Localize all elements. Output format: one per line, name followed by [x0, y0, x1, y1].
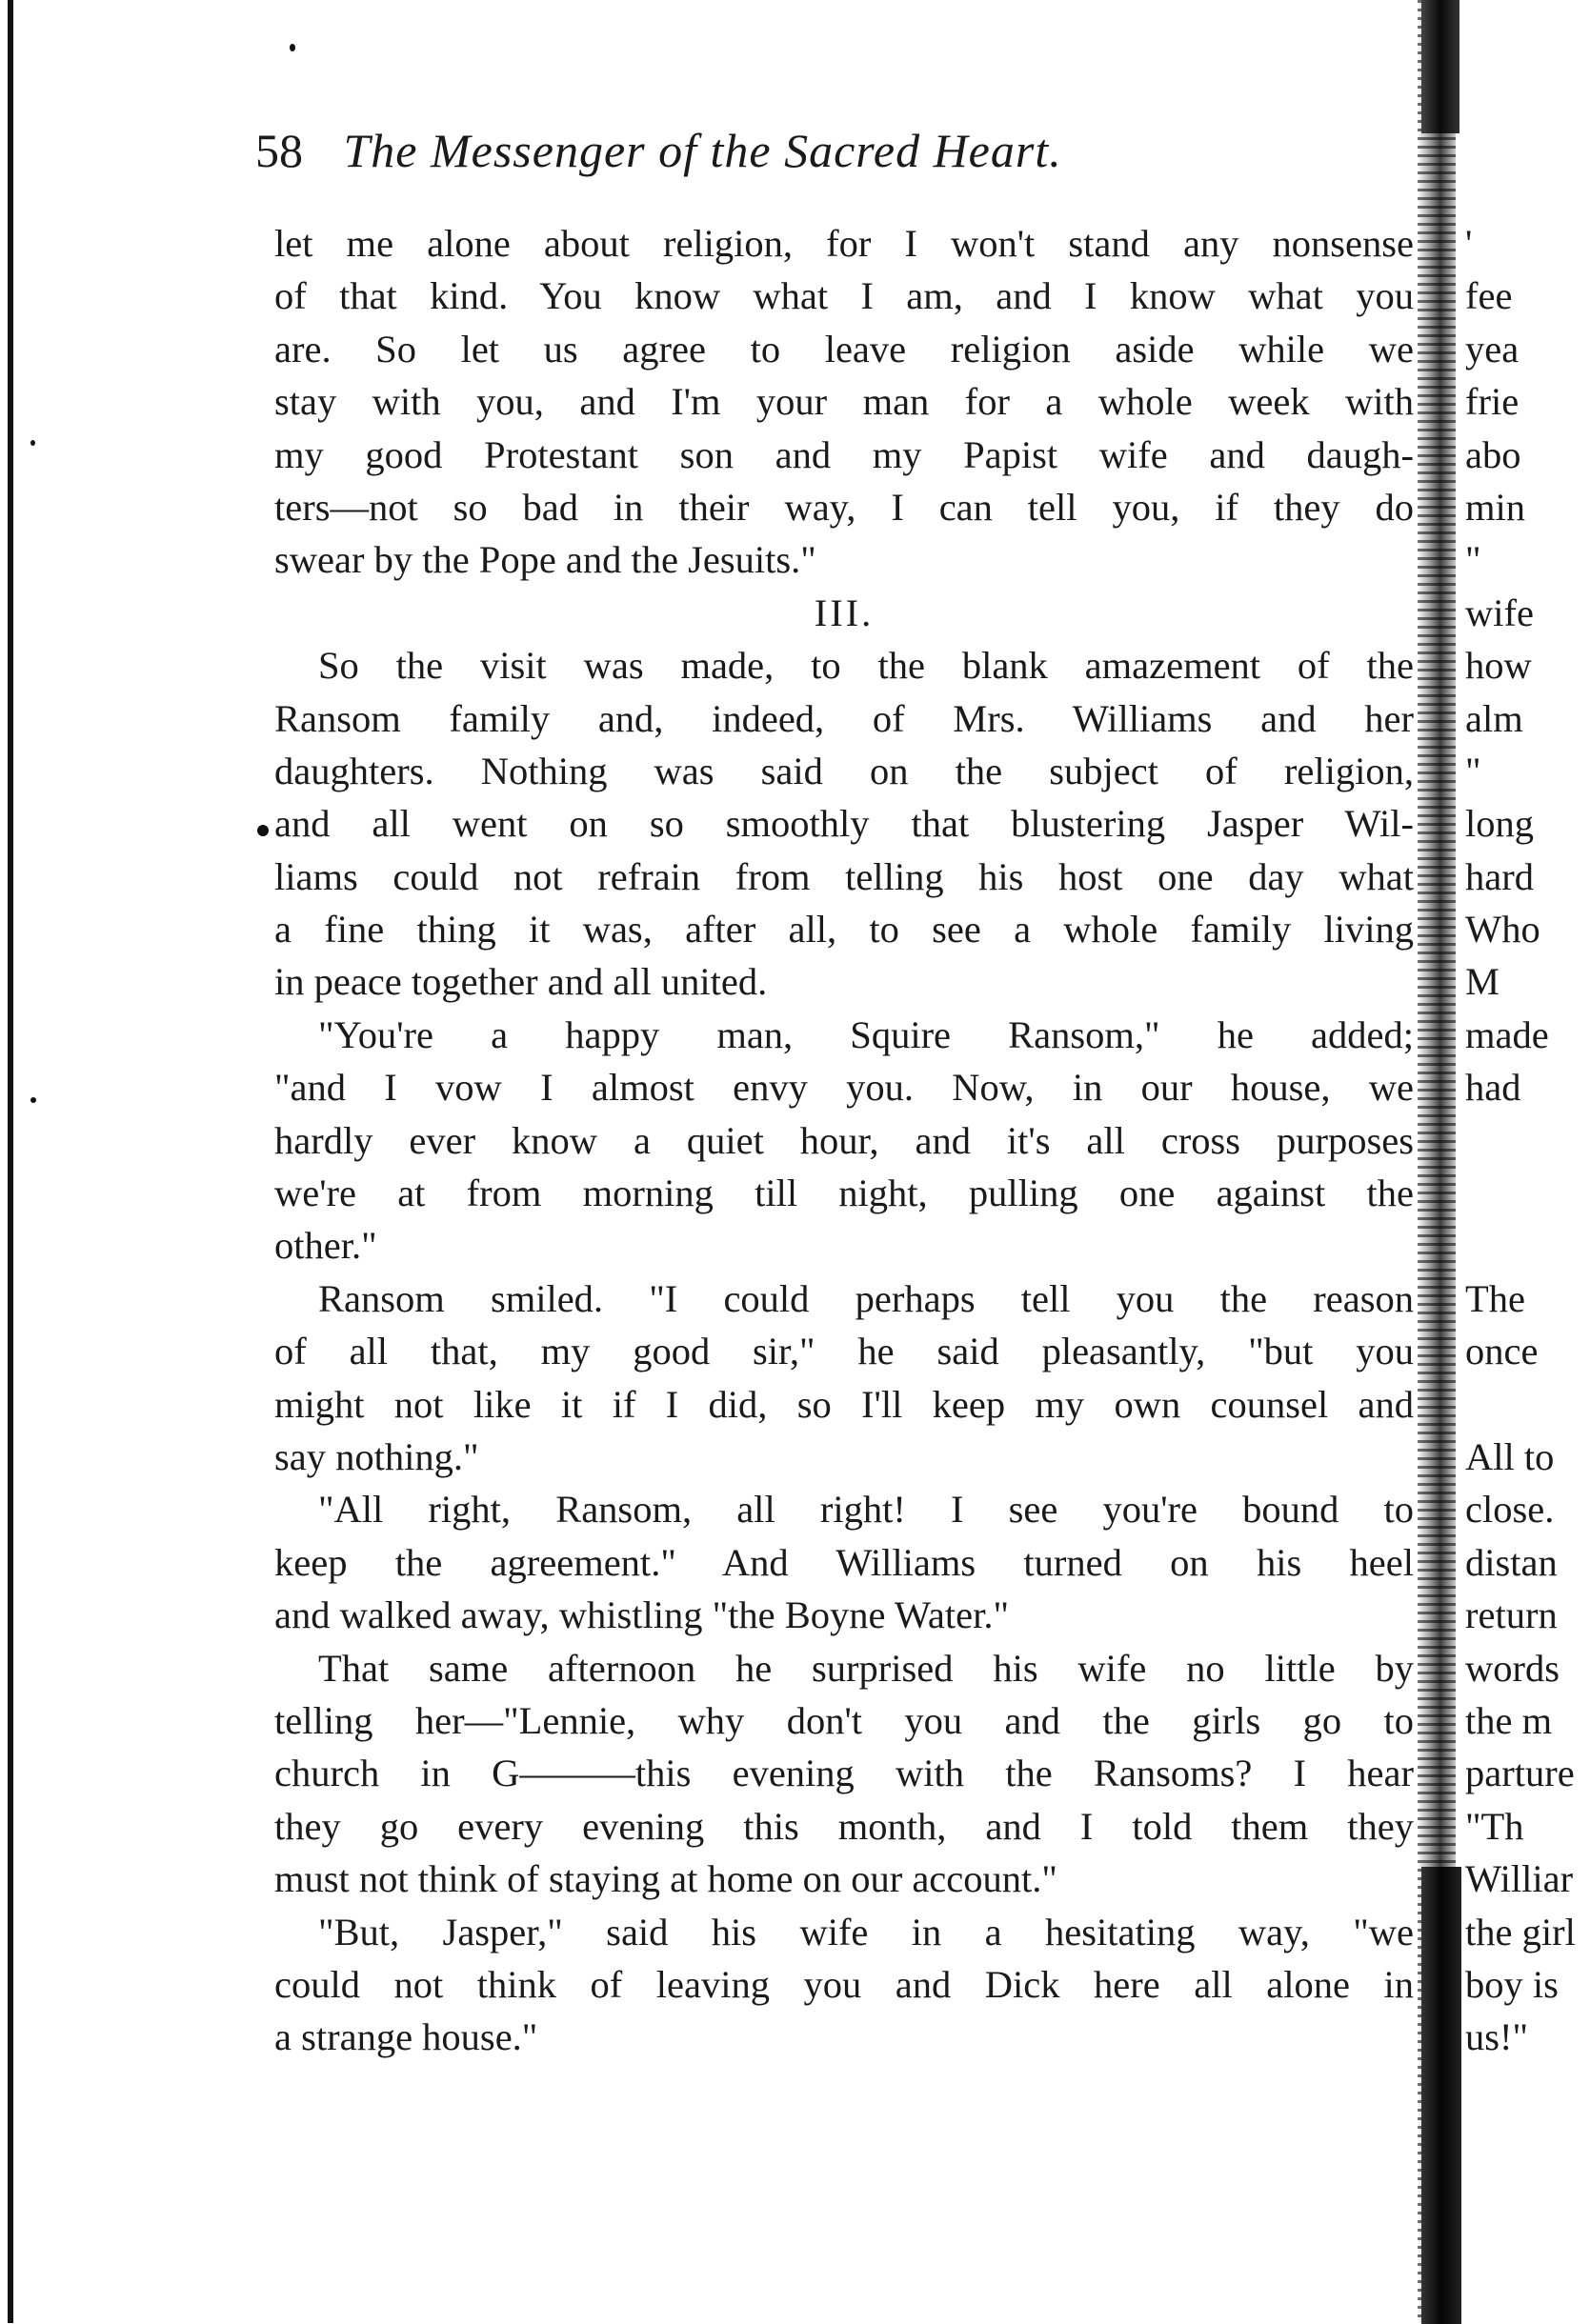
facing-page-fragment: Who	[1465, 908, 1540, 952]
facing-page-fragment: abo	[1465, 432, 1521, 476]
text-line: "You're a happy man, Squire Ransom," he added;	[318, 1012, 1414, 1056]
facing-page-fragment: boy is	[1465, 1962, 1559, 2006]
facing-page-fragment: wife	[1465, 591, 1534, 634]
facing-page-fragment: the girl	[1465, 1910, 1576, 1953]
facing-page-fragment: once	[1465, 1330, 1539, 1373]
facing-page-fragment: words	[1465, 1646, 1560, 1690]
text-line: a fine thing it was, after all, to see a whole family living	[274, 908, 1414, 952]
facing-page-fragment: The	[1465, 1276, 1525, 1320]
text-line: keep the agreement." And Williams turned on his heel	[274, 1540, 1414, 1584]
text-line: in peace together and all united.	[274, 960, 768, 1004]
facing-page-fragment	[1458, 1114, 1590, 1167]
facing-page-fragment: return	[1465, 1593, 1558, 1637]
text-line: "and I vow I almost envy you. Now, in our house, we	[274, 1066, 1414, 1110]
facing-page-fragment: fee	[1465, 274, 1513, 318]
facing-page-fragment: "	[1465, 749, 1481, 792]
text-line: daughters. Nothing was said on the subject of religion,	[274, 749, 1414, 792]
facing-page-fragment: Williar	[1465, 1857, 1574, 1901]
text-line: say nothing."	[274, 1434, 479, 1478]
text-line: hardly ever know a quiet hour, and it's all cross purposes	[274, 1118, 1414, 1162]
text-line: So the visit was made, to the blank amazement of the	[318, 644, 1414, 688]
facing-page-fragment: "Th	[1465, 1804, 1524, 1848]
binding-gutter-shadow	[1421, 1867, 1461, 2324]
facing-page-fragment: min	[1465, 485, 1526, 529]
facing-page-fragment	[1458, 1378, 1590, 1431]
facing-page-fragment: '	[1465, 222, 1473, 265]
facing-page-column	[1458, 217, 1590, 2064]
facing-page-fragment: made	[1465, 1012, 1549, 1056]
text-line: must not think of staying at home on our account."	[274, 1857, 1057, 1901]
text-line: Ransom family and, indeed, of Mrs. Williams and her	[274, 696, 1414, 740]
text-line: of all that, my good sir," he said pleasantly, "but you	[274, 1330, 1414, 1373]
text-line: ters—not so bad in their way, I can tell you, if they do	[274, 485, 1414, 529]
facing-page-fragment: the m	[1465, 1698, 1553, 1742]
text-line: swear by the Pope and the Jesuits."	[274, 538, 816, 582]
facing-page-fragment: had	[1465, 1066, 1521, 1110]
text-line: and all went on so smoothly that blustering Jasper Wil-	[274, 802, 1414, 846]
ink-speck	[290, 44, 295, 51]
text-line: liams could not refrain from telling his host one day what	[274, 854, 1414, 898]
ink-speck	[30, 1097, 36, 1103]
text-line: church in G———this evening with the Ransoms? I hear	[274, 1752, 1414, 1795]
ink-mark	[257, 825, 269, 836]
text-line: are. So let us agree to leave religion aside while we	[274, 327, 1414, 371]
left-page-edge	[8, 0, 13, 2323]
journal-title: The Messenger of the Sacred Heart.	[343, 124, 1062, 177]
running-header	[255, 122, 1399, 179]
text-line: Ransom smiled. "I could perhaps tell you the reason	[318, 1276, 1414, 1320]
facing-page-fragment: distan	[1465, 1540, 1558, 1584]
text-line: they go every evening this month, and I told them they	[274, 1804, 1414, 1848]
facing-page-fragment: All to	[1465, 1434, 1555, 1478]
text-line: "All right, Ransom, all right! I see you're bound to	[318, 1488, 1414, 1532]
binding-gutter-shadow	[1421, 0, 1459, 133]
facing-page-fragment: M	[1465, 960, 1500, 1004]
facing-page-fragment: "	[1465, 538, 1481, 582]
text-line: That same afternoon he surprised his wife no little by	[318, 1646, 1414, 1690]
section-heading: III.	[814, 591, 875, 634]
facing-page-fragment: how	[1465, 644, 1532, 688]
text-line: other."	[274, 1224, 377, 1268]
facing-page-fragment	[1458, 1219, 1590, 1272]
text-line: of that kind. You know what I am, and I know what you	[274, 274, 1414, 318]
facing-page-fragment	[1458, 1167, 1590, 1219]
text-line: stay with you, and I'm your man for a whole week with	[274, 380, 1414, 424]
text-line: we're at from morning till night, pulling one against the	[274, 1172, 1414, 1215]
facing-page-fragment: yea	[1465, 327, 1520, 371]
facing-page-fragment: frie	[1465, 380, 1520, 424]
text-line: my good Protestant son and my Papist wife and daugh-	[274, 432, 1414, 476]
facing-page-fragment: alm	[1465, 696, 1523, 740]
body-text	[274, 217, 1414, 2064]
facing-page-fragment: hard	[1465, 854, 1534, 898]
facing-page-fragment: us!"	[1465, 2015, 1529, 2059]
text-line: "But, Jasper," said his wife in a hesitating way, "we	[318, 1910, 1414, 1953]
ink-speck	[30, 440, 35, 446]
facing-page-fragment: long	[1465, 802, 1535, 846]
text-line: a strange house."	[274, 2015, 538, 2059]
text-line: could not think of leaving you and Dick here all alone in	[274, 1962, 1414, 2006]
text-line: and walked away, whistling "the Boyne Water."	[274, 1593, 1010, 1637]
text-line: let me alone about religion, for I won't stand any nonsense	[274, 222, 1414, 265]
text-line: telling her—"Lennie, why don't you and the girls go to	[274, 1698, 1414, 1742]
page-number: 58	[255, 124, 303, 177]
facing-page-fragment: parture	[1465, 1752, 1575, 1795]
text-line: might not like it if I did, so I'll keep my own counsel and	[274, 1382, 1414, 1426]
facing-page-fragment: close.	[1465, 1488, 1555, 1532]
